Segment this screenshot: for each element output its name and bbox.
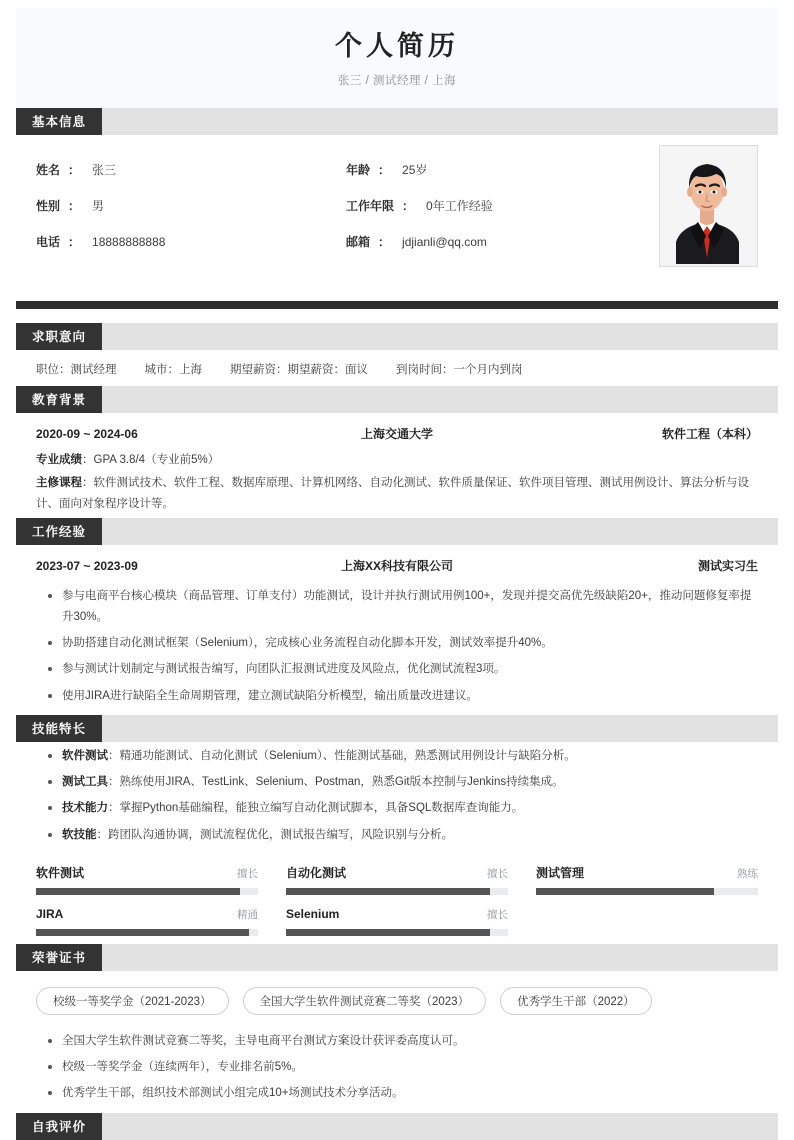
avatar — [659, 145, 758, 267]
skill-text: ：掌握Python基础编程，能独立编写自动化测试脚本，具备SQL数据库查询能力。 — [108, 802, 524, 815]
skill-label: 软件测试 — [62, 749, 108, 762]
info-value: 张三 — [92, 162, 117, 177]
info-value: 18888888888 — [92, 234, 166, 249]
page-title: 个人简历 — [335, 31, 459, 61]
honors-block — [16, 971, 778, 1105]
skill-bar-level: 擅长 — [487, 867, 508, 880]
info-colon: ： — [378, 234, 391, 249]
info-colon: ： — [68, 198, 81, 213]
skill-text: ：熟练使用JIRA、TestLink、Selenium、Postman，熟悉Git版本控制与Jenkins持续集成。 — [108, 776, 564, 789]
list-item: 优秀学生干部，组织技术部测试小组完成10+场测试技术分享活动。 — [46, 1083, 758, 1104]
list-item: 参与测试计划制定与测试报告编写，向团队汇报测试进度及风险点，优化测试流程3项。 — [46, 659, 758, 680]
section-header-basic — [16, 108, 778, 135]
education-period: 2020-09 ~ 2024-06 — [36, 426, 138, 441]
skill-bar-3 — [36, 907, 258, 936]
skill-bar-header — [36, 864, 258, 881]
skill-bar-4 — [286, 907, 508, 936]
info-item-phone — [36, 233, 346, 250]
list-item — [46, 746, 758, 767]
section-title-work: 工作经验 — [16, 518, 102, 545]
skill-bar-track — [286, 888, 508, 895]
section-bar-fill — [102, 715, 778, 742]
section-bar-fill — [102, 386, 778, 413]
info-item-age — [346, 161, 656, 178]
section-header-intent — [16, 323, 778, 350]
skill-bar-name: 软件测试 — [36, 865, 85, 880]
skill-label: 技术能力 — [62, 802, 108, 815]
skill-bar-fill — [36, 929, 249, 936]
skill-bar-2 — [536, 864, 758, 895]
section-header-honors — [16, 944, 778, 971]
skills-block — [16, 746, 778, 944]
status-badge: 优秀学生干部（2022） — [500, 987, 652, 1015]
skill-bar-grid — [36, 854, 758, 944]
portrait-photo-icon — [660, 146, 755, 264]
list-item: 使用JIRA进行缺陷全生命周期管理，建立测试缺陷分析模型，输出质量改进建议。 — [46, 686, 758, 707]
info-label: 电话 — [36, 234, 61, 249]
section-header-skills — [16, 715, 778, 742]
section-title-education: 教育背景 — [16, 386, 102, 413]
job-intent-row — [16, 350, 778, 386]
status-badge: 校级一等奖学金（2021-2023） — [36, 987, 229, 1015]
education-major: 软件工程（本科） — [661, 426, 758, 441]
section-header-selfeval — [16, 1113, 778, 1140]
skill-bar-0 — [36, 864, 258, 895]
basic-info-block — [16, 135, 778, 291]
info-item-gender — [36, 197, 346, 214]
education-block — [16, 413, 778, 518]
info-label: 性别 — [36, 198, 61, 213]
section-header-education — [16, 386, 778, 413]
education-courses-value: ：软件测试技术、软件工程、数据库原理、计算机网络、自动化测试、软件质量保证、软件项目管理、测试用例设计、算法分析与设计、面向对象程序设计等。 — [36, 477, 749, 511]
education-gpa — [36, 450, 758, 473]
skill-bar-level: 擅长 — [237, 867, 258, 880]
skills-bullet-list — [36, 746, 758, 846]
section-bar-fill — [102, 518, 778, 545]
list-item — [46, 798, 758, 819]
work-entry-head — [36, 545, 758, 582]
list-item — [46, 772, 758, 793]
intent-availability: 到岗时间：一个月内到岗 — [396, 363, 523, 376]
skill-bar-fill — [286, 929, 490, 936]
skill-bar-header — [536, 864, 758, 881]
education-gpa-value: ：GPA 3.8/4（专业前5%） — [82, 453, 220, 466]
info-colon: ： — [68, 162, 81, 177]
skill-bar-fill — [36, 888, 240, 895]
section-title-honors: 荣誉证书 — [16, 944, 102, 971]
skill-bar-level: 擅长 — [487, 908, 508, 921]
skill-label: 软技能 — [62, 828, 97, 841]
status-badge: 全国大学生软件测试竞赛二等奖（2023） — [243, 987, 487, 1015]
info-label: 姓名 — [36, 162, 61, 177]
section-header-work — [16, 518, 778, 545]
skill-bar-track — [36, 888, 258, 895]
info-label: 工作年限 — [346, 198, 395, 213]
skill-bar-header — [286, 907, 508, 922]
work-role: 测试实习生 — [697, 558, 758, 573]
honors-bullet-list — [36, 1031, 758, 1105]
education-gpa-label: 专业成绩 — [36, 453, 82, 466]
skill-bar-1 — [286, 864, 508, 895]
skill-bar-name: JIRA — [36, 906, 64, 921]
info-value: 0年工作经验 — [426, 198, 493, 213]
intent-position: 职位：测试经理 — [36, 363, 117, 376]
skill-bar-fill — [286, 888, 490, 895]
skill-bar-level: 熟练 — [737, 867, 758, 880]
list-item: 校级一等奖学金（连续两年），专业排名前5%。 — [46, 1057, 758, 1078]
section-divider — [16, 301, 778, 309]
info-colon: ： — [402, 198, 415, 213]
skill-bar-name: 自动化测试 — [286, 865, 347, 880]
skill-text: ：跨团队沟通协调，测试流程优化，测试报告编写，风险识别与分析。 — [96, 828, 453, 841]
info-label: 年龄 — [346, 162, 371, 177]
intent-salary: 期望薪资：期望薪资：面议 — [230, 363, 368, 376]
info-item-name — [36, 161, 346, 178]
section-bar-fill — [102, 108, 778, 135]
section-title-skills: 技能特长 — [16, 715, 102, 742]
skill-bar-track — [36, 929, 258, 936]
skill-text: ：精通功能测试、自动化测试（Selenium）、性能测试基础，熟悉测试用例设计与缺陷分析。 — [108, 749, 576, 762]
education-entry-head — [36, 413, 758, 450]
section-bar-fill — [102, 944, 778, 971]
resume-page — [0, 8, 794, 1140]
list-item: 参与电商平台核心模块（商品管理、订单支付）功能测试，设计并执行测试用例100+，发现并提交高优先级缺陷20+，推动问题修复率提升30%。 — [46, 586, 758, 629]
education-school: 上海交通大学 — [360, 426, 433, 441]
section-title-selfeval: 自我评价 — [16, 1113, 102, 1140]
work-bullet-list — [36, 586, 758, 707]
skill-bar-level: 精通 — [237, 908, 258, 921]
work-period: 2023-07 ~ 2023-09 — [36, 558, 138, 573]
work-block — [16, 545, 778, 707]
info-item-email — [346, 233, 656, 250]
info-value: jdjianli@qq.com — [402, 234, 487, 249]
section-title-intent: 求职意向 — [16, 323, 102, 350]
info-colon: ： — [378, 162, 391, 177]
education-courses — [36, 473, 758, 518]
skill-bar-fill — [536, 888, 714, 895]
skill-bar-name: 测试管理 — [536, 865, 585, 880]
basic-info-grid — [36, 151, 656, 250]
skill-label: 测试工具 — [62, 776, 108, 789]
skill-bar-name: Selenium — [286, 906, 340, 921]
education-courses-label: 主修课程 — [36, 477, 82, 490]
section-title-basic: 基本信息 — [16, 108, 102, 135]
honor-chip-list — [36, 971, 758, 1027]
skill-bar-header — [286, 864, 508, 881]
work-company: 上海XX科技有限公司 — [340, 558, 453, 573]
info-value: 男 — [92, 198, 105, 213]
info-value: 25岁 — [402, 162, 428, 177]
skill-bar-header — [36, 907, 258, 922]
skill-bar-track — [286, 929, 508, 936]
section-bar-fill — [102, 323, 778, 350]
list-item: 全国大学生软件测试竞赛二等奖，主导电商平台测试方案设计获评委高度认可。 — [46, 1031, 758, 1052]
info-label: 邮箱 — [346, 234, 371, 249]
info-colon: ： — [68, 234, 81, 249]
skill-bar-track — [536, 888, 758, 895]
intent-city: 城市：上海 — [144, 363, 202, 376]
list-item: 协助搭建自动化测试框架（Selenium），完成核心业务流程自动化脚本开发，测试效率提升40%。 — [46, 633, 758, 654]
list-item — [46, 825, 758, 846]
page-subtitle: 张三 / 测试经理 / 上海 — [337, 74, 457, 87]
section-bar-fill — [102, 1113, 778, 1140]
resume-header — [16, 8, 778, 108]
info-item-experience — [346, 197, 656, 214]
